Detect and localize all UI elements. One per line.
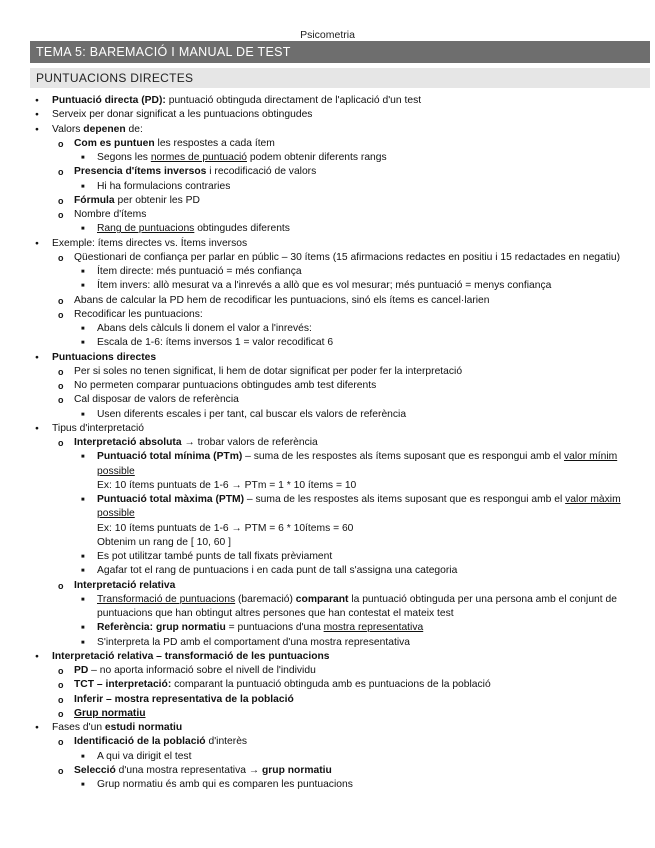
list-item: ■ Abans dels càlculs li donem el valor a l'inrevés:	[30, 322, 650, 336]
list-item: o PD – no aporta informació sobre el nivell de l'individu	[30, 664, 650, 678]
list-item-continuation: Obtenim un rang de [ 10, 60 ]	[97, 536, 231, 548]
section-heading: PUNTUACIONS DIRECTES	[30, 68, 650, 88]
list-item: o Identificació de la població d'interès	[30, 735, 650, 749]
list-item: o Qüestionari de confiança per parlar en públic – 30 ítems (15 afirmacions redactes en positiu i 15 redactades en negatiu)	[30, 251, 650, 265]
list-item: ■ Hi ha formulacions contraries	[30, 180, 650, 194]
list-item-continuation: Ex: 10 ítems puntuats de 1-6 → PTM = 6 * 10ítems = 60	[97, 522, 354, 534]
list-item: o Nombre d'ítems	[30, 208, 650, 222]
list-item: ■ Transformació de puntuacions (baremació) comparant la puntuació obtinguda per una persona amb el conjunt de puntuacions que han obtingut altres persones que han contestat el mateix test	[30, 593, 650, 622]
list-item: ■ Segons les normes de puntuació podem obtenir diferents rangs	[30, 151, 650, 165]
list-item: ● Puntuació directa (PD): puntuació obtinguda directament de l'aplicació d'un test	[30, 94, 650, 108]
list-item: ■ Es pot utilitzar també punts de tall fixats prèviament	[30, 550, 650, 564]
list-item: o Grup normatiu	[30, 707, 650, 721]
list-item: ■ Grup normatiu és amb qui es comparen les puntuacions	[30, 778, 650, 792]
list-item: ■ Agafar tot el rang de puntuacions i en cada punt de tall s'assigna una categoria	[30, 564, 650, 578]
list-item: o No permeten comparar puntuacions obtingudes amb test diferents	[30, 379, 650, 393]
list-item: o Abans de calcular la PD hem de recodificar les puntuacions, sinó els ítems es cancel·larien	[30, 294, 650, 308]
list-item: ● Serveix per donar significat a les puntuacions obtingudes	[30, 108, 650, 122]
list-item: ■ A qui va dirigit el test	[30, 750, 650, 764]
list-item: ● Valors depenen de:	[30, 123, 650, 137]
list-item: o Interpretació relativa	[30, 579, 650, 593]
list-item: o TCT – interpretació: comparant la puntuació obtinguda amb es puntuacions de la població	[30, 678, 650, 692]
list-item: o Selecció d'una mostra representativa → grup normatiu	[30, 764, 650, 778]
list-item: ■ Puntuació total màxima (PTM) – suma de les respostes als items suposant que es respongui amb el valor màxim possible	[30, 493, 650, 522]
list-item: ● Exemple: ítems directes vs. Ítems inversos	[30, 237, 650, 251]
list-item: ■ Ítem directe: més puntuació = més confiança	[30, 265, 650, 279]
list-item: ■ Puntuació total mínima (PTm) – suma de les respostes als ítems suposant que es respongui amb el valor mínim possible	[30, 450, 650, 479]
page-header: Psicometria	[300, 29, 355, 41]
list-item: ■ Rang de puntuacions obtingudes diferents	[30, 222, 650, 236]
list-item: ■ Usen diferents escales i per tant, cal buscar els valors de referència	[30, 408, 650, 422]
list-item: o Per si soles no tenen significat, li hem de dotar significat per poder fer la interpretació	[30, 365, 650, 379]
list-item: ■ Referència: grup normatiu = puntuacions d'una mostra representativa	[30, 621, 650, 635]
list-item: ■ Ítem invers: allò mesurat va a l'inrevés a allò que es vol mesurar; més puntuació = menys confiança	[30, 279, 650, 293]
list-item: o Presencia d'ítems inversos i recodificació de valors	[30, 165, 650, 179]
list-item: ● Interpretació relativa – transformació de les puntuacions	[30, 650, 650, 664]
list-item: o Inferir – mostra representativa de la població	[30, 693, 650, 707]
list-item: ● Puntuacions directes	[30, 351, 650, 365]
list-item: o Interpretació absoluta → trobar valors de referència	[30, 436, 650, 450]
list-item: o Fórmula per obtenir les PD	[30, 194, 650, 208]
list-item: ● Tipus d'interpretació	[30, 422, 650, 436]
list-item: ■ Escala de 1-6: ítems inversos 1 = valor recodificat 6	[30, 336, 650, 350]
list-item: ● Fases d'un estudi normatiu	[30, 721, 650, 735]
list-item: o Com es puntuen les respostes a cada ítem	[30, 137, 650, 151]
list-item: o Cal disposar de valors de referència	[30, 393, 650, 407]
list-item-continuation: Ex: 10 ítems puntuats de 1-6 → PTm = 1 * 10 ítems = 10	[97, 479, 357, 491]
list-item: o Recodificar les puntuacions:	[30, 308, 650, 322]
page-title: TEMA 5: BAREMACIÓ I MANUAL DE TEST	[30, 41, 650, 63]
list-item: ■ S'interpreta la PD amb el comportament d'una mostra representativa	[30, 636, 650, 650]
notes-body	[30, 94, 650, 792]
